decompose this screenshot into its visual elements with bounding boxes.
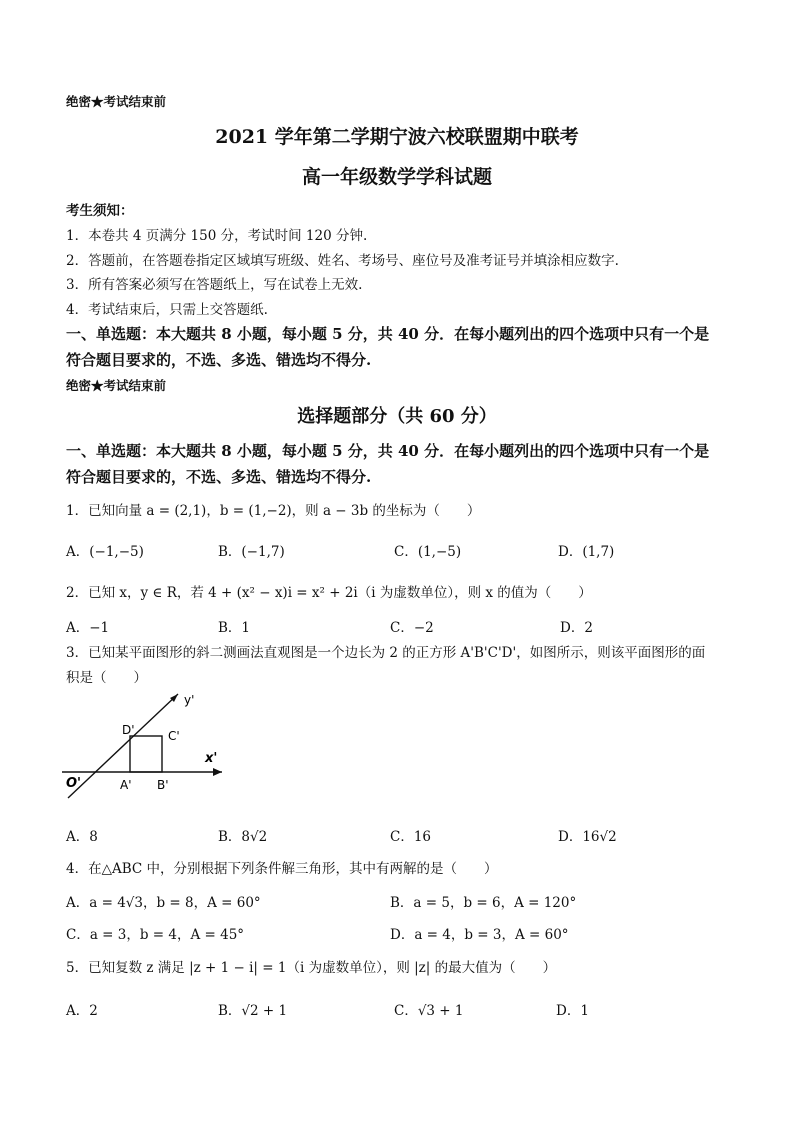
square-a-b-c-d bbox=[130, 736, 162, 772]
question-5-stem: 5．已知复数 z 满足 |z + 1 − i| = 1（i 为虚数单位），则 |z| 的最大值为（ ） bbox=[66, 960, 557, 976]
label-y-prime: y' bbox=[184, 693, 195, 707]
q4-option-d: D．a = 4，b = 3，A = 60° bbox=[390, 927, 569, 943]
part-title: 选择题部分（共 60 分） bbox=[297, 406, 497, 427]
q3-option-a: A．8 bbox=[66, 829, 98, 845]
x-axis-arrowhead bbox=[213, 768, 222, 776]
confidential-mark: 绝密★考试结束前 bbox=[66, 378, 167, 393]
exam-subtitle: 高一年级数学学科试题 bbox=[301, 166, 492, 188]
label-b-prime: B' bbox=[157, 778, 169, 792]
section-instructions-cont: 符合题目要求的，不选、多选、错选均不得分. bbox=[66, 351, 372, 369]
q3-option-c: C．16 bbox=[390, 829, 432, 845]
exam-title: 2021 学年第二学期宁波六校联盟期中联考 bbox=[215, 126, 579, 148]
notice-item: 3．所有答案必须写在答题纸上，写在试卷上无效. bbox=[66, 277, 363, 293]
notice-item: 4．考试结束后，只需上交答题纸. bbox=[66, 302, 268, 318]
q3-option-d: D．16√2 bbox=[558, 829, 617, 845]
label-a-prime: A' bbox=[120, 778, 132, 792]
notice-item: 1．本卷共 4 页满分 150 分，考试时间 120 分钟. bbox=[66, 228, 368, 244]
question-1-stem: 1．已知向量 a = (2,1)，b = (1,−2)，则 a − 3b 的坐标为（ ） bbox=[66, 503, 481, 519]
q5-option-c: C．√3 + 1 bbox=[394, 1003, 464, 1019]
q4-option-a: A．a = 4√3，b = 8，A = 60° bbox=[66, 895, 261, 911]
q1-option-d: D．(1,7) bbox=[558, 544, 615, 560]
q4-option-b: B．a = 5，b = 6，A = 120° bbox=[390, 895, 577, 911]
q1-option-a: A．(−1,−5) bbox=[66, 544, 144, 560]
question-3-stem: 3．已知某平面图形的斜二测画法直观图是一个边长为 2 的正方形 A'B'C'D'，如图所示，则该平面图形的面 bbox=[66, 645, 706, 661]
q5-option-a: A．2 bbox=[66, 1003, 98, 1019]
question-2-stem: 2．已知 x，y ∈ R，若 4 + (x² − x)i = x² + 2i（i 为虚数单位），则 x 的值为（ ） bbox=[66, 585, 592, 601]
q2-option-c: C．−2 bbox=[390, 620, 434, 636]
label-c-prime: C' bbox=[168, 729, 180, 743]
question-4-stem: 4．在△ABC 中，分别根据下列条件解三角形，其中有两解的是（ ） bbox=[66, 861, 498, 877]
label-d-prime: D' bbox=[122, 723, 135, 737]
question-3-stem-cont: 积是（ ） bbox=[66, 670, 147, 686]
q2-option-a: A．−1 bbox=[66, 620, 110, 636]
label-x-prime: x' bbox=[205, 751, 218, 766]
section-instructions: 一、单选题：本大题共 8 小题，每小题 5 分，共 40 分．在每小题列出的四个选项中只有一个是 bbox=[66, 325, 710, 343]
confidential-mark-top: 绝密★考试结束前 bbox=[66, 94, 167, 109]
q2-option-b: B．1 bbox=[218, 620, 251, 636]
section-instructions-cont: 符合题目要求的，不选、多选、错选均不得分. bbox=[66, 468, 372, 486]
q5-option-b: B．√2 + 1 bbox=[218, 1003, 288, 1019]
q4-option-c: C．a = 3，b = 4，A = 45° bbox=[66, 927, 245, 943]
q1-option-b: B．(−1,7) bbox=[218, 544, 285, 560]
q1-option-c: C．(1,−5) bbox=[394, 544, 462, 560]
notice-item: 2．答题前，在答题卷指定区域填写班级、姓名、考场号、座位号及准考证号并填涂相应数字. bbox=[66, 253, 619, 269]
section-instructions: 一、单选题：本大题共 8 小题，每小题 5 分，共 40 分．在每小题列出的四个选项中只有一个是 bbox=[66, 442, 710, 460]
oblique-projection-figure bbox=[60, 686, 230, 804]
q5-option-d: D．1 bbox=[556, 1003, 589, 1019]
q3-option-b: B．8√2 bbox=[218, 829, 268, 845]
label-o-prime: O' bbox=[66, 776, 82, 791]
q2-option-d: D．2 bbox=[560, 620, 593, 636]
notice-heading: 考生须知： bbox=[66, 203, 134, 219]
